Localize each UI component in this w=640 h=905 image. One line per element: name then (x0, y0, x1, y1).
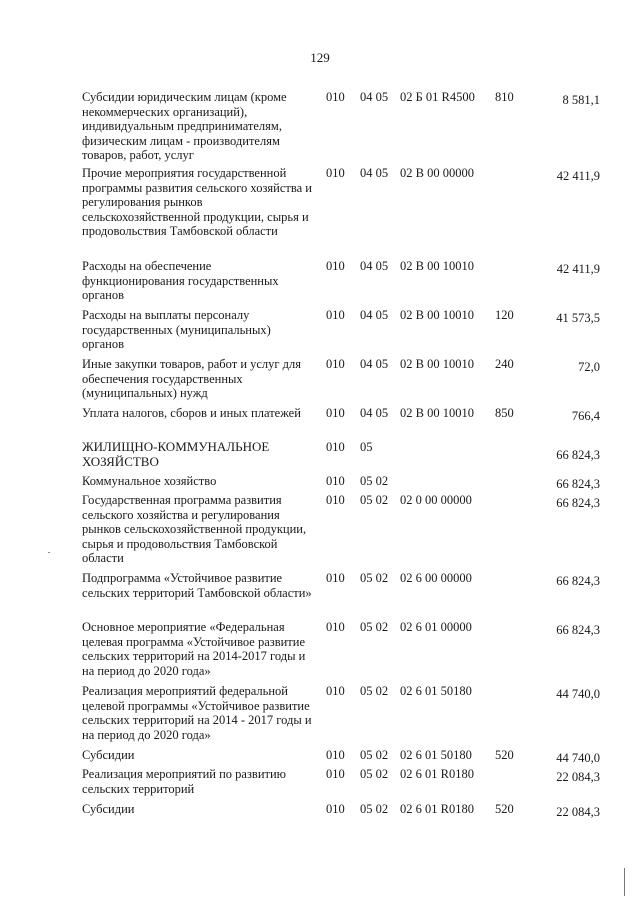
amount: 66 824,3 (556, 477, 600, 491)
expense-name: Реализация мероприятий по развитию сельских территорий (82, 767, 286, 796)
grbs-code: 010 (326, 166, 345, 180)
page-number: 129 (310, 50, 330, 65)
amount: 66 824,3 (556, 623, 600, 637)
grbs-code: 010 (326, 767, 345, 781)
amount: 22 084,3 (556, 805, 600, 819)
target-article-code: 02 В 00 10010 (400, 406, 474, 420)
amount: 42 411,9 (556, 262, 600, 276)
section-code: 05 02 (360, 767, 389, 781)
amount: 41 573,5 (556, 311, 600, 325)
section-name: ЖИЛИЩНО-КОММУНАЛЬНОЕ ХОЗЯЙСТВО (82, 439, 270, 469)
section-code: 05 (360, 440, 373, 454)
expense-type-code: 810 (495, 90, 514, 104)
expense-name: Основное мероприятие «Федеральная целевая программа «Устойчивое развитие сельских территорий на 2014-2017 годы и на период до 2020 года» (82, 620, 306, 678)
expense-name: Субсидии юридическим лицам (кроме некоммерческих организаций), индивидуальным предпринимателям, физическим лицам - производителям товаров, работ, услуг (82, 90, 287, 162)
target-article-code: 02 В 00 10010 (400, 259, 474, 273)
grbs-code: 010 (326, 474, 345, 488)
expense-type-code: 120 (495, 308, 514, 322)
target-article-code: 02 6 00 00000 (400, 571, 472, 585)
scan-speck (48, 552, 50, 553)
grbs-code: 010 (326, 684, 345, 698)
amount: 66 824,3 (556, 448, 600, 462)
section-code: 04 05 (360, 259, 389, 273)
section-code: 05 02 (360, 802, 389, 816)
amount: 22 084,3 (556, 770, 600, 784)
expense-name: Коммунальное хозяйство (82, 474, 217, 488)
grbs-code: 010 (326, 406, 345, 420)
section-code: 05 02 (360, 620, 389, 634)
section-code: 05 02 (360, 684, 389, 698)
expense-name: Расходы на обеспечение функционирования государственных органов (82, 259, 279, 302)
grbs-code: 010 (326, 259, 345, 273)
amount: 8 581,1 (562, 93, 600, 107)
grbs-code: 010 (326, 90, 345, 104)
target-article-code: 02 6 01 R0180 (400, 802, 474, 816)
section-code: 04 05 (360, 308, 389, 322)
section-code: 05 02 (360, 493, 389, 507)
section-code: 04 05 (360, 357, 389, 371)
target-article-code: 02 0 00 00000 (400, 493, 472, 507)
amount: 72,0 (578, 360, 600, 374)
grbs-code: 010 (326, 357, 345, 371)
grbs-code: 010 (326, 748, 345, 762)
expense-type-code: 850 (495, 406, 514, 420)
expense-type-code: 520 (495, 802, 514, 816)
grbs-code: 010 (326, 571, 345, 585)
grbs-code: 010 (326, 440, 345, 454)
expense-name: Расходы на выплаты персоналу государственных (муниципальных) органов (82, 308, 271, 351)
grbs-code: 010 (326, 620, 345, 634)
amount: 66 824,3 (556, 574, 600, 588)
target-article-code: 02 В 00 10010 (400, 357, 474, 371)
expense-name: Иные закупки товаров, работ и услуг для обеспечения государственных (муниципальных) нужд (82, 357, 302, 400)
expense-type-code: 240 (495, 357, 514, 371)
amount: 42 411,9 (556, 169, 600, 183)
grbs-code: 010 (326, 308, 345, 322)
expense-name: Уплата налогов, сборов и иных платежей (82, 406, 301, 420)
section-code: 05 02 (360, 571, 389, 585)
amount: 44 740,0 (556, 687, 600, 701)
section-code: 05 02 (360, 474, 389, 488)
target-article-code: 02 6 01 50180 (400, 684, 472, 698)
expense-name: Подпрограмма «Устойчивое развитие сельских территорий Тамбовской области» (82, 571, 312, 600)
expense-type-code: 520 (495, 748, 514, 762)
expense-name: Субсидии (82, 802, 135, 816)
scan-edge-mark (624, 868, 625, 896)
section-code: 05 02 (360, 748, 389, 762)
grbs-code: 010 (326, 493, 345, 507)
target-article-code: 02 6 01 50180 (400, 748, 472, 762)
target-article-code: 02 Б 01 R4500 (400, 90, 475, 104)
expense-name: Реализация мероприятий федеральной целевой программы «Устойчивое развитие сельских территорий на 2014 - 2017 годы и на период до 2020 года» (82, 684, 312, 742)
grbs-code: 010 (326, 802, 345, 816)
section-code: 04 05 (360, 166, 389, 180)
expense-name: Государственная программа развития сельского хозяйства и регулирования рынков сельскохозяйственной продукции, сырья и продовольствия Тамбовской области (82, 493, 307, 565)
section-code: 04 05 (360, 90, 389, 104)
amount: 44 740,0 (556, 751, 600, 765)
expense-name: Прочие мероприятия государственной программы развития сельского хозяйства и регулирования рынков сельскохозяйственной продукции, сырья и продовольствия Тамбовской области (82, 166, 312, 238)
target-article-code: 02 6 01 R0180 (400, 767, 474, 781)
target-article-code: 02 В 00 10010 (400, 308, 474, 322)
amount: 66 824,3 (556, 496, 600, 510)
target-article-code: 02 В 00 00000 (400, 166, 474, 180)
section-code: 04 05 (360, 406, 389, 420)
amount: 766,4 (571, 409, 600, 423)
expense-name: Субсидии (82, 748, 135, 762)
target-article-code: 02 6 01 00000 (400, 620, 472, 634)
